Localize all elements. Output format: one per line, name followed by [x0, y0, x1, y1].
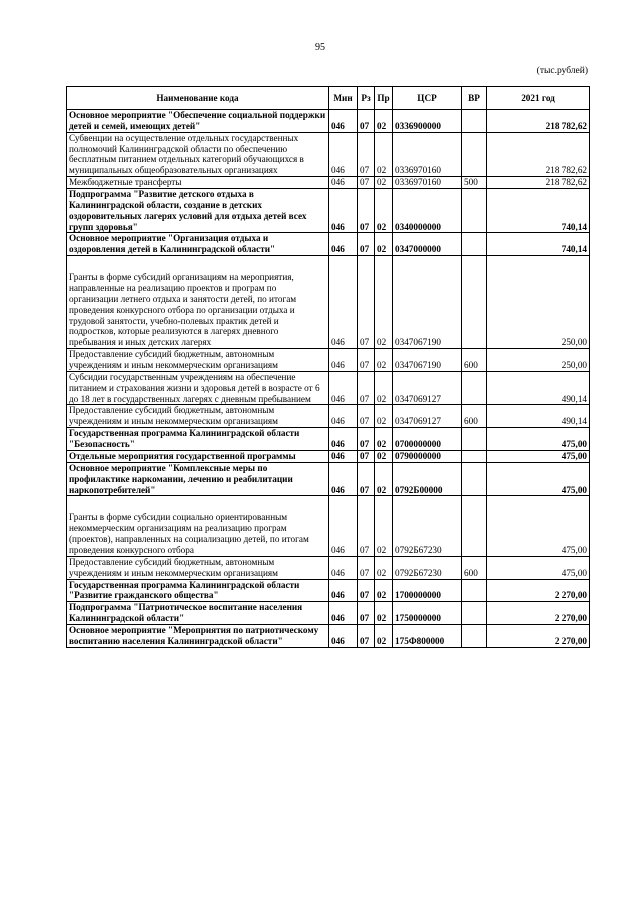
row-pr: 02: [375, 450, 393, 462]
row-vr: [462, 462, 487, 496]
row-amount: 2 270,00: [487, 602, 590, 625]
table-row: [67, 496, 590, 556]
row-name: Межбюджетные трансферты: [67, 177, 329, 189]
row-min: 046: [329, 132, 358, 176]
table-body: [67, 110, 590, 648]
row-pr: 02: [375, 602, 393, 625]
row-rz: 07: [358, 189, 375, 233]
header-name: Наименование кода: [67, 87, 329, 110]
row-csr: 175Ф800000: [393, 624, 462, 647]
row-csr: 0347069127: [393, 371, 462, 405]
row-rz: 07: [358, 556, 375, 579]
row-pr: 02: [375, 349, 393, 372]
row-csr: 0336970160: [393, 132, 462, 176]
row-name: Предоставление субсидий бюджетным, автономным учреждениям и иным некоммерческим организациям: [67, 349, 329, 372]
header-rz: Рз: [358, 87, 375, 110]
row-csr: 0792Б67230: [393, 496, 462, 556]
row-min: 046: [329, 405, 358, 428]
row-rz: 07: [358, 450, 375, 462]
row-pr: 02: [375, 428, 393, 451]
row-pr: 02: [375, 256, 393, 349]
table-row: [67, 450, 590, 462]
row-csr: 0790000000: [393, 450, 462, 462]
row-csr: 0792Б67230: [393, 556, 462, 579]
row-pr: 02: [375, 556, 393, 579]
row-vr: 600: [462, 405, 487, 428]
row-vr: [462, 132, 487, 176]
page-number: 95: [315, 42, 325, 53]
row-rz: 07: [358, 233, 375, 256]
row-amount: 2 270,00: [487, 579, 590, 602]
row-amount: 2 270,00: [487, 624, 590, 647]
row-csr: 0347067190: [393, 256, 462, 349]
row-min: 046: [329, 496, 358, 556]
row-min: 046: [329, 556, 358, 579]
row-name: Подпрограмма "Развитие детского отдыха в Калининградской области, создание в детских оздоровительных лагерях условий для отдыха детей всех групп здоровья": [67, 189, 329, 233]
table-row: [67, 371, 590, 405]
row-rz: 07: [358, 602, 375, 625]
budget-table: [66, 86, 590, 648]
row-pr: 02: [375, 110, 393, 133]
row-name: Предоставление субсидий бюджетным, автономным учреждениям и иным некоммерческим организациям: [67, 556, 329, 579]
row-csr: 0347067190: [393, 349, 462, 372]
table-row: [67, 462, 590, 496]
header-year: 2021 год: [487, 87, 590, 110]
row-amount: 490,14: [487, 405, 590, 428]
row-amount: 475,00: [487, 556, 590, 579]
table-row: [67, 428, 590, 451]
row-csr: 1750000000: [393, 602, 462, 625]
row-min: 046: [329, 177, 358, 189]
row-min: 046: [329, 349, 358, 372]
row-name: Отдельные мероприятия государственной программы: [67, 450, 329, 462]
row-vr: [462, 371, 487, 405]
row-min: 046: [329, 579, 358, 602]
row-amount: 250,00: [487, 349, 590, 372]
row-pr: 02: [375, 132, 393, 176]
row-min: 046: [329, 462, 358, 496]
table-row: [67, 110, 590, 133]
row-pr: 02: [375, 177, 393, 189]
row-rz: 07: [358, 428, 375, 451]
row-vr: [462, 602, 487, 625]
header-vr: ВР: [462, 87, 487, 110]
row-amount: 740,14: [487, 189, 590, 233]
row-rz: 07: [358, 132, 375, 176]
row-name: Предоставление субсидий бюджетным, автономным учреждениям и иным некоммерческим организациям: [67, 405, 329, 428]
row-rz: 07: [358, 579, 375, 602]
row-pr: 02: [375, 233, 393, 256]
row-amount: 250,00: [487, 256, 590, 349]
row-vr: 600: [462, 349, 487, 372]
row-name: Субвенции на осуществление отдельных государственных полномочий Калининградской области по обеспечению бесплатным питанием отдельных категорий обучающихся в муниципальных общеобразовательных организациях: [67, 132, 329, 176]
row-csr: 0347000000: [393, 233, 462, 256]
units-label: (тыс.рублей): [536, 66, 588, 76]
table-row: [67, 189, 590, 233]
row-rz: 07: [358, 462, 375, 496]
table-row: [67, 256, 590, 349]
row-amount: 475,00: [487, 496, 590, 556]
row-min: 046: [329, 371, 358, 405]
row-name: Гранты в форме субсидий организациям на мероприятия, направленные на реализацию проектов и програм по организации летнего отдыха и занятости детей, по итогам проведения конкурсного отбора по организации отдыха и трудовой занятости, учебно-полевых практик детей и подростков, которые реализуются в лагерях дневного пребывания и иных детских лагерях: [67, 256, 329, 349]
row-amount: 490,14: [487, 371, 590, 405]
header-row: [67, 87, 590, 110]
row-vr: [462, 428, 487, 451]
row-min: 046: [329, 428, 358, 451]
row-min: 046: [329, 624, 358, 647]
row-min: 046: [329, 110, 358, 133]
row-name: Субсидии государственным учреждениям на обеспечение питанием и страхования жизни и здоровья детей в возрасте от 6 до 18 лет в государственных лагерях с дневным пребыванием: [67, 371, 329, 405]
row-name: Подпрограмма "Патриотическое воспитание населения Калининградской области": [67, 602, 329, 625]
row-pr: 02: [375, 189, 393, 233]
row-vr: [462, 496, 487, 556]
row-vr: [462, 450, 487, 462]
row-name: Гранты в форме субсидии социально ориентированным некоммерческим организациям на реализацию програм (проектов), направленных на социализацию детей, по итогам проведения конкурсного отбора: [67, 496, 329, 556]
row-min: 046: [329, 256, 358, 349]
row-pr: 02: [375, 462, 393, 496]
row-min: 046: [329, 233, 358, 256]
row-name: Основное мероприятие "Комплексные меры по профилактике наркомании, лечению и реабилитации наркопотребителей": [67, 462, 329, 496]
row-min: 046: [329, 189, 358, 233]
table-row: [67, 132, 590, 176]
row-csr: 0792Б00000: [393, 462, 462, 496]
row-name: Основное мероприятие "Мероприятия по патриотическому воспитанию населения Калининградской области": [67, 624, 329, 647]
row-vr: [462, 624, 487, 647]
row-name: Государственная программа Калининградской области "Безопасность": [67, 428, 329, 451]
row-name: Основное мероприятие "Организация отдыха и оздоровления детей в Калининградской области": [67, 233, 329, 256]
row-rz: 07: [358, 624, 375, 647]
row-csr: 0700000000: [393, 428, 462, 451]
table-row: [67, 556, 590, 579]
row-csr: 0347069127: [393, 405, 462, 428]
row-pr: 02: [375, 496, 393, 556]
header-pr: Пр: [375, 87, 393, 110]
table-row: [67, 233, 590, 256]
header-csr: ЦСР: [393, 87, 462, 110]
row-csr: 0336970160: [393, 177, 462, 189]
row-vr: [462, 110, 487, 133]
row-rz: 07: [358, 110, 375, 133]
row-amount: 218 782,62: [487, 110, 590, 133]
row-pr: 02: [375, 579, 393, 602]
table-row: [67, 405, 590, 428]
row-amount: 740,14: [487, 233, 590, 256]
row-pr: 02: [375, 405, 393, 428]
row-amount: 218 782,62: [487, 177, 590, 189]
row-pr: 02: [375, 371, 393, 405]
row-rz: 07: [358, 496, 375, 556]
row-vr: [462, 579, 487, 602]
table-row: [67, 602, 590, 625]
table-row: [67, 624, 590, 647]
row-rz: 07: [358, 405, 375, 428]
row-csr: 0340000000: [393, 189, 462, 233]
row-rz: 07: [358, 177, 375, 189]
row-amount: 475,00: [487, 450, 590, 462]
table-row: [67, 349, 590, 372]
row-rz: 07: [358, 349, 375, 372]
row-rz: 07: [358, 256, 375, 349]
row-csr: 1700000000: [393, 579, 462, 602]
row-amount: 218 782,62: [487, 132, 590, 176]
row-min: 046: [329, 450, 358, 462]
row-name: Основное мероприятие "Обеспечение социальной поддержки детей и семей, имеющих детей": [67, 110, 329, 133]
row-vr: [462, 256, 487, 349]
header-min: Мин: [329, 87, 358, 110]
table-row: [67, 177, 590, 189]
row-csr: 0336900000: [393, 110, 462, 133]
row-vr: [462, 233, 487, 256]
row-amount: 475,00: [487, 428, 590, 451]
row-rz: 07: [358, 371, 375, 405]
row-name: Государственная программа Калининградской области "Развитие гражданского общества": [67, 579, 329, 602]
row-amount: 475,00: [487, 462, 590, 496]
row-min: 046: [329, 602, 358, 625]
row-vr: [462, 189, 487, 233]
row-vr: 500: [462, 177, 487, 189]
row-vr: 600: [462, 556, 487, 579]
row-pr: 02: [375, 624, 393, 647]
table-row: [67, 579, 590, 602]
